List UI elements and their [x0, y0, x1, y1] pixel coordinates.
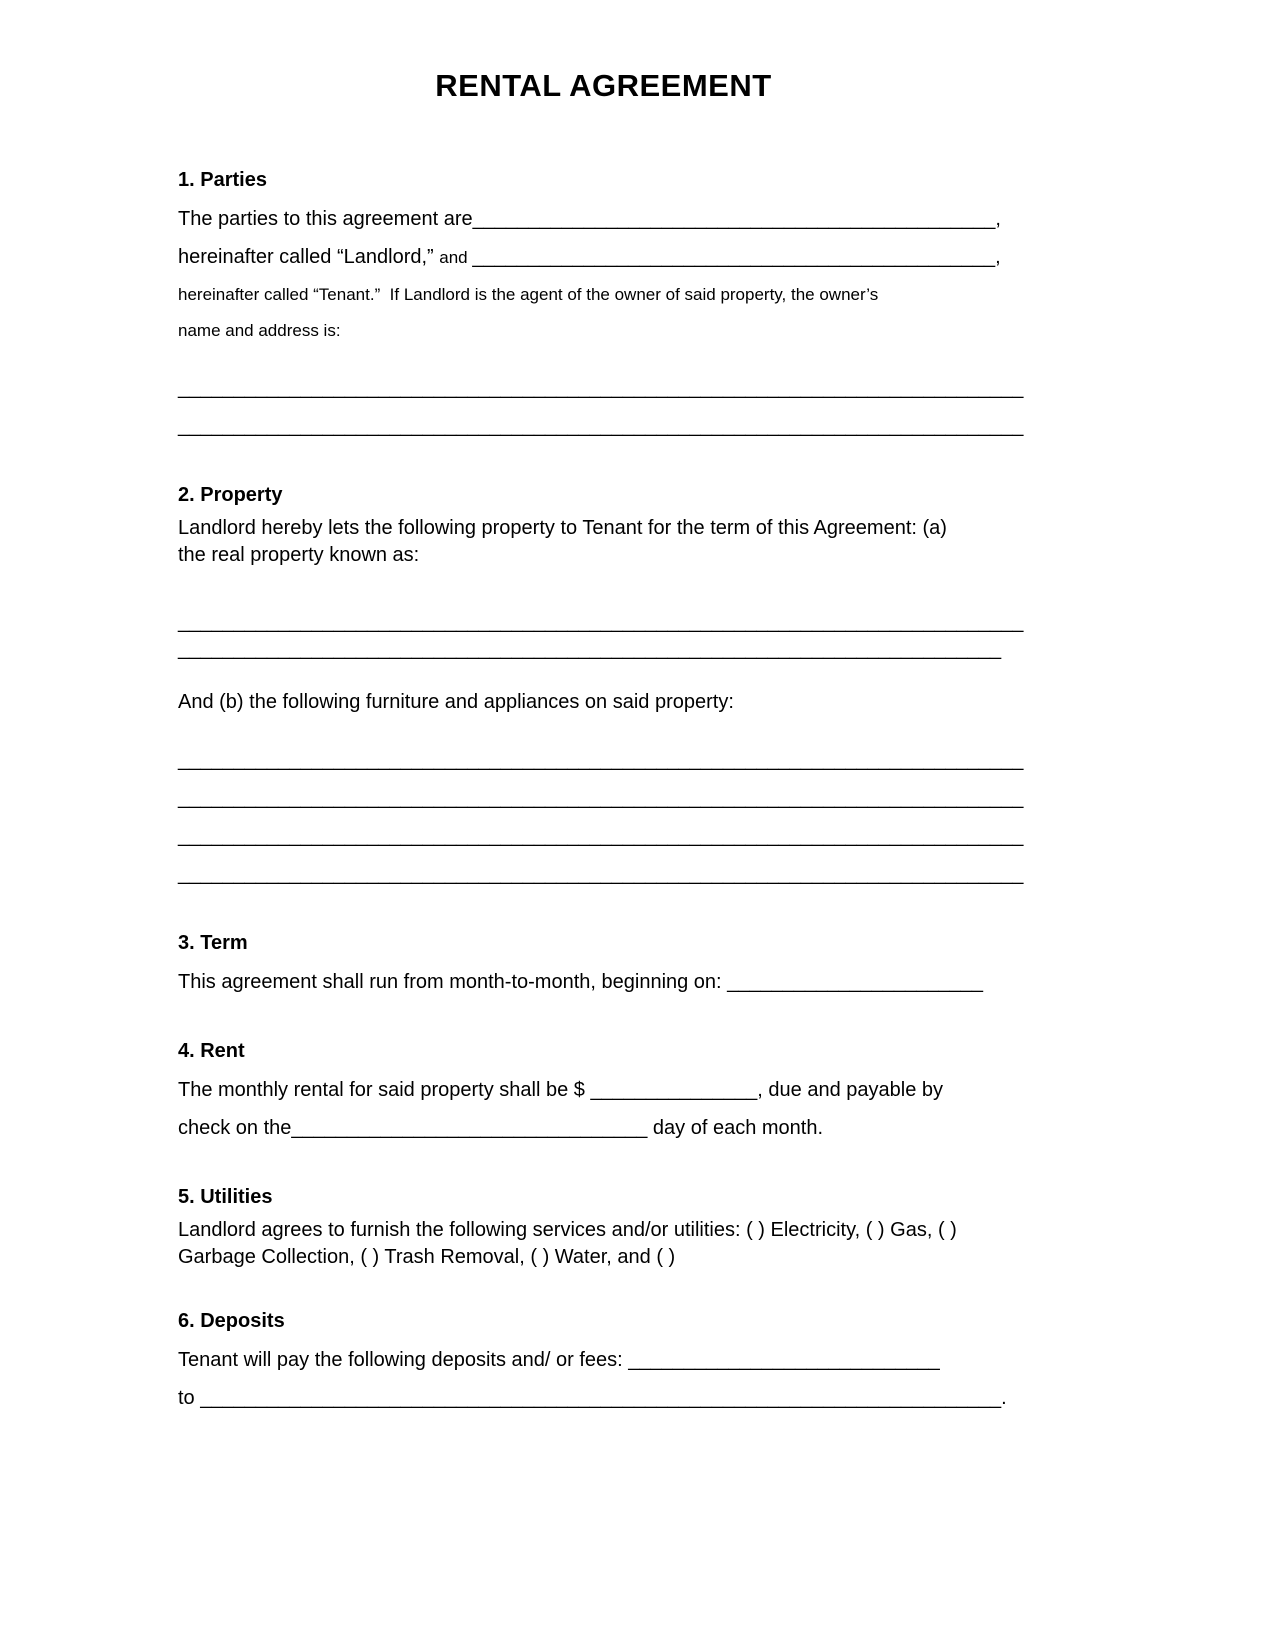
fill-in-blank-line [178, 817, 1029, 855]
section-heading: 2. Property [178, 484, 283, 506]
section [178, 1301, 1029, 1417]
section-heading: 3. Term [178, 932, 248, 954]
text-segment: The parties to this agreement are [178, 208, 473, 230]
spacer [178, 721, 1029, 741]
fill-in-blank-line [178, 636, 1029, 663]
fill-in-blank: ____________________________________________________________________________ [178, 377, 1024, 399]
fill-in-blank-line [178, 741, 1029, 779]
text-segment: day of each month. [647, 1117, 824, 1139]
text-segment: Landlord hereby lets the following property to Tenant for the term of this Agreement: (a) [178, 517, 947, 539]
fill-in-blank: ____________________________ [628, 1349, 940, 1371]
paragraph-line [178, 1379, 1029, 1417]
text-segment: Landlord agrees to furnish the following services and/or utilities: ( ) Electricity, ( ) Gas, ( ) [178, 1219, 957, 1241]
section [178, 160, 1029, 445]
text-segment: and [439, 248, 473, 267]
paragraph-line [178, 542, 1029, 569]
document-body [178, 160, 1029, 1417]
text-segment: , [995, 208, 1001, 230]
section [178, 475, 1029, 893]
fill-in-blank: __________________________________________________________________________ [178, 638, 1002, 660]
paragraph-line [178, 1109, 1029, 1147]
paragraph-line [178, 963, 1029, 1001]
fill-in-blank: ____________________________________________________________________________ [178, 787, 1024, 809]
fill-in-blank: ____________________________________________________________________________ [178, 415, 1024, 437]
fill-in-blank-line [178, 855, 1029, 893]
text-segment: Tenant will pay the following deposits and/ or fees: [178, 1349, 629, 1371]
section [178, 923, 1029, 1001]
text-segment: name and address is: [178, 321, 341, 340]
text-segment: This agreement shall run from month-to-month, beginning on: [178, 971, 728, 993]
fill-in-blank: ________________________________ [291, 1117, 648, 1139]
spacer [178, 349, 1029, 369]
paragraph-line [178, 515, 1029, 542]
spacer [178, 589, 1029, 609]
section-heading: 1. Parties [178, 169, 267, 191]
text-segment: And (b) the following furniture and appliances on said property: [178, 691, 734, 713]
spacer [178, 663, 1029, 683]
paragraph-line [178, 277, 1029, 313]
section [178, 1177, 1029, 1271]
text-segment: hereinafter called “Tenant.” If Landlord is the agent of the owner of said property, the owner’s [178, 285, 879, 304]
fill-in-blank: _______________________________________________ [472, 208, 996, 230]
section-heading: 6. Deposits [178, 1310, 285, 1332]
section [178, 1031, 1029, 1147]
paragraph-line [178, 1071, 1029, 1109]
spacer [178, 569, 1029, 589]
text-segment: the real property known as: [178, 544, 420, 566]
text-segment: The monthly rental for said property shall be $ [178, 1079, 591, 1101]
section-heading: 4. Rent [178, 1040, 245, 1062]
text-segment: , due and payable by [757, 1079, 943, 1101]
fill-in-blank: ________________________________________________________________________ [200, 1387, 1002, 1409]
text-segment: , [995, 246, 1001, 268]
fill-in-blank: _______________ [590, 1079, 758, 1101]
text-segment: . [1001, 1387, 1007, 1409]
fill-in-blank: ____________________________________________________________________________ [178, 825, 1024, 847]
text-segment: Garbage Collection, ( ) Trash Removal, ( ) Water, and ( ) [178, 1246, 676, 1268]
paragraph-line [178, 1341, 1029, 1379]
paragraph-line [178, 200, 1029, 238]
section-heading: 5. Utilities [178, 1186, 273, 1208]
fill-in-blank-line [178, 407, 1029, 445]
text-segment: hereinafter called “Landlord,” [178, 246, 440, 268]
paragraph-line [178, 1244, 1029, 1271]
text-segment: check on the [178, 1117, 292, 1139]
paragraph-line [178, 313, 1029, 349]
paragraph-line [178, 238, 1029, 277]
fill-in-blank: ____________________________________________________________________________ [178, 863, 1024, 885]
document-title: RENTAL AGREEMENT [435, 68, 772, 103]
text-segment: to [178, 1387, 201, 1409]
paragraph-line [178, 683, 1029, 721]
fill-in-blank: ____________________________________________________________________________ [178, 749, 1024, 771]
fill-in-blank-line [178, 779, 1029, 817]
fill-in-blank: _______________________ [727, 971, 984, 993]
fill-in-blank: _______________________________________________ [472, 246, 996, 268]
fill-in-blank-line [178, 369, 1029, 407]
fill-in-blank-line [178, 609, 1029, 636]
fill-in-blank: ____________________________________________________________________________ [178, 611, 1024, 633]
paragraph-line [178, 1217, 1029, 1244]
